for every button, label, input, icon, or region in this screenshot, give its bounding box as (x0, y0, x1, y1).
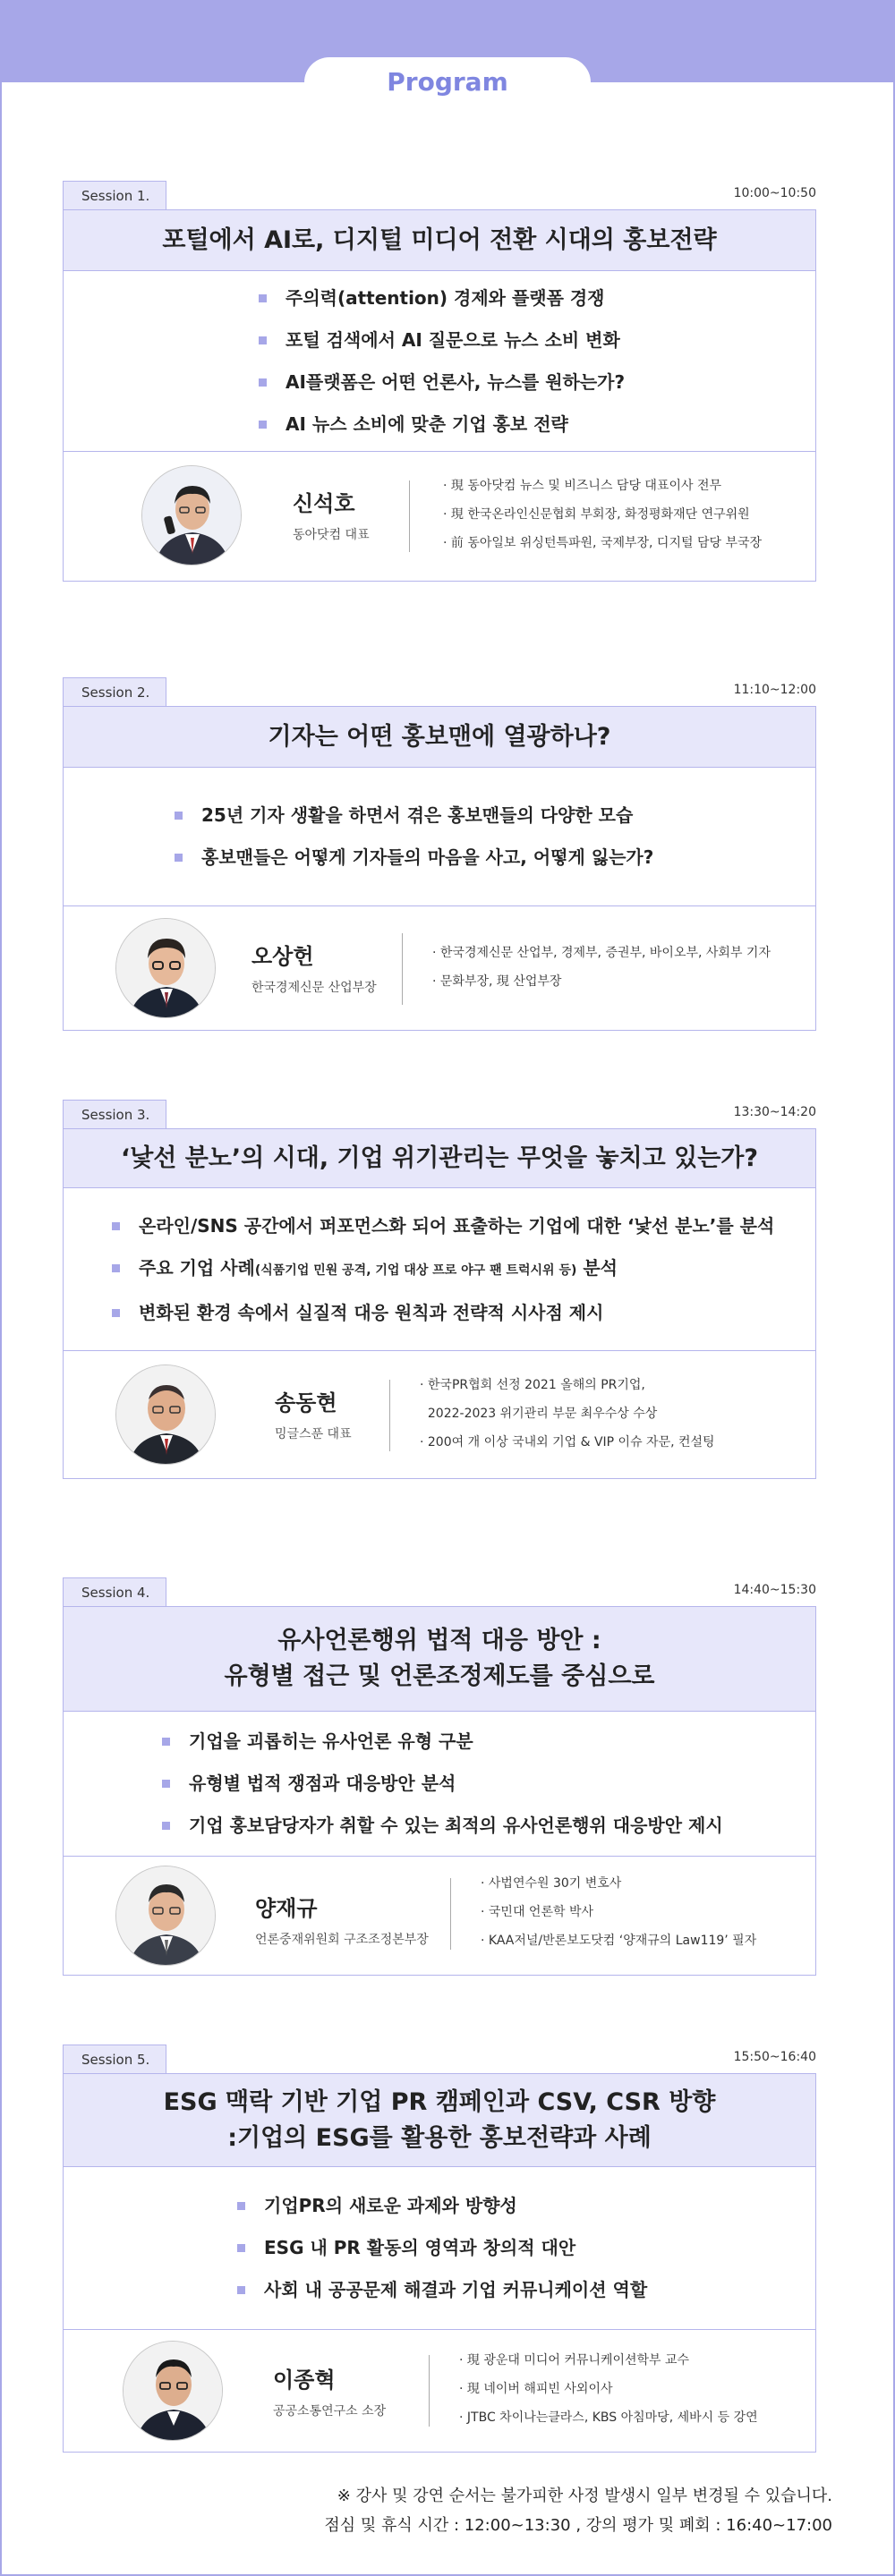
speaker-role: 밍글스푼 대표 (275, 1427, 352, 1441)
session-title (64, 210, 815, 271)
topic-item: 변화된 환경 속에서 실질적 대응 원칙과 전략적 시사점 제시 (139, 1292, 815, 1334)
speaker-bio: · 사법연수원 30기 변호사 · 국민대 언론학 박사 · KAA저널/반론보도닷컴 ‘양재규의 Law119’ 필자 (481, 1876, 757, 1948)
speaker-photo (115, 918, 216, 1018)
session-label: Session 3. (63, 1100, 166, 1128)
bullet-square-icon (259, 421, 267, 429)
bullet-square-icon (237, 2286, 245, 2294)
topic-list (64, 1188, 815, 1351)
topic-item: 주의력(attention) 경제와 플랫폼 경쟁 (286, 277, 815, 319)
bullet-square-icon (112, 1222, 120, 1230)
session-time: 14:40~15:30 (733, 1583, 816, 1597)
topic-item: 기업PR의 새로운 과제와 방향성 (264, 2185, 815, 2227)
bullet-square-icon (112, 1309, 120, 1317)
session-5 (63, 2045, 816, 2456)
session-time: 15:50~16:40 (733, 2050, 816, 2064)
speaker-role: 동아닷컴 대표 (293, 528, 370, 542)
speaker-photo (115, 1866, 216, 1966)
bullet-square-icon (259, 336, 267, 344)
topic-item: ESG 내 PR 활동의 영역과 창의적 대안 (264, 2227, 815, 2269)
speaker-name: 송동현 (275, 1390, 337, 1416)
bullet-square-icon (175, 854, 183, 862)
speaker-card (64, 1857, 815, 1975)
speaker-card (64, 1351, 815, 1478)
topic-item: 유형별 법적 쟁점과 대응방안 분석 (189, 1763, 815, 1805)
topic-item: 25년 기자 생활을 하면서 겪은 홍보맨들의 다양한 모습 (201, 795, 815, 837)
speaker-card (64, 452, 815, 581)
bullet-square-icon (259, 294, 267, 302)
session-title (64, 2074, 815, 2167)
session-2 (63, 677, 816, 1035)
speaker-card (64, 2330, 815, 2452)
bullet-square-icon (162, 1822, 170, 1830)
session-title (64, 1129, 815, 1188)
session-title-line: ESG 맥락 기반 기업 PR 캠페인과 CSV, CSR 방향 (163, 2087, 716, 2116)
bullet-square-icon (237, 2202, 245, 2210)
session-title-line: 포털에서 AI로, 디지털 미디어 전환 시대의 홍보전략 (162, 225, 717, 254)
topic-item: 주요 기업 사례(식품기업 민원 공격, 기업 대상 프로 야구 팬 트럭시위 등) 분석 (139, 1247, 815, 1292)
topic-list (64, 768, 815, 906)
session-box (63, 2073, 816, 2453)
session-label: Session 2. (63, 677, 166, 706)
session-1 (63, 181, 816, 610)
divider (429, 2355, 430, 2427)
speaker-bio: · 現 광운대 미디어 커뮤니케이션학부 교수 · 現 네이버 해피빈 사외이사 · JTBC 차이나는클라스, KBS 아침마당, 세바시 등 강연 (459, 2353, 758, 2425)
session-time: 10:00~10:50 (733, 186, 816, 200)
topic-item: AI플랫폼은 어떤 언론사, 뉴스를 원하는가? (286, 361, 815, 404)
speaker-bio: · 한국경제신문 산업부, 경제부, 증권부, 바이오부, 사회부 기자 · 문화부장, 現 산업부장 (432, 946, 771, 989)
speaker-name: 신석호 (293, 491, 355, 516)
topic-item: 기업 홍보담당자가 취할 수 있는 최적의 유사언론행위 대응방안 제시 (189, 1805, 815, 1847)
schedule-notice (324, 2481, 832, 2540)
session-time: 11:10~12:00 (733, 683, 816, 697)
speaker-photo (123, 2341, 223, 2441)
session-title (64, 1607, 815, 1712)
divider (389, 1380, 390, 1451)
bullet-square-icon (259, 378, 267, 387)
session-label: Session 4. (63, 1577, 166, 1606)
session-box (63, 1128, 816, 1479)
topic-item: 사회 내 공공문제 해결과 기업 커뮤니케이션 역할 (264, 2269, 815, 2311)
session-box (63, 1606, 816, 1976)
topic-list (64, 271, 815, 452)
session-title (64, 707, 815, 768)
divider (402, 933, 403, 1005)
topic-detail: (식품기업 민원 공격, 기업 대상 프로 야구 팬 트럭시위 등) (254, 1262, 577, 1278)
topic-item: 온라인/SNS 공간에서 퍼포먼스화 되어 표출하는 기업에 대한 ‘낯선 분노’를 분석 (139, 1205, 815, 1247)
speaker-photo (141, 465, 242, 565)
speaker-name: 이종혁 (273, 2368, 336, 2393)
topic-item: AI 뉴스 소비에 맞춘 기업 홍보 전략 (286, 404, 815, 446)
speaker-name: 오상헌 (251, 944, 314, 969)
divider (409, 480, 410, 552)
notice-line: 점심 및 휴식 시간 : 12:00~13:30 , 강의 평가 및 폐회 : 16:40~17:00 (324, 2516, 832, 2535)
speaker-role: 한국경제신문 산업부장 (251, 981, 377, 995)
session-4 (63, 1577, 816, 1980)
session-label: Session 1. (63, 181, 166, 209)
session-box (63, 209, 816, 582)
session-box (63, 706, 816, 1031)
topic-item: 포털 검색에서 AI 질문으로 뉴스 소비 변화 (286, 319, 815, 361)
speaker-bio: · 한국PR협회 선정 2021 올해의 PR기업, 2022-2023 위기관리 부문 최우수상 수상 · 200여 개 이상 국내외 기업 & VIP 이슈 자문, 컨설팅 (420, 1378, 715, 1450)
speaker-card (64, 906, 815, 1030)
session-title-line: 유사언론행위 법적 대응 방안 : (277, 1627, 601, 1654)
speaker-bio: · 現 동아닷컴 뉴스 및 비즈니스 담당 대표이사 전무 · 現 한국온라인신문협회 부회장, 화정평화재단 연구위원 · 前 동아일보 위싱턴특파원, 국제부장, 디지털 담당 부국장 (443, 479, 763, 550)
bullet-square-icon (162, 1738, 170, 1746)
divider (450, 1878, 451, 1950)
session-title-line: :기업의 ESG를 활용한 홍보전략과 사례 (227, 2123, 652, 2152)
program-heading: Program (304, 57, 591, 113)
bullet-square-icon (175, 812, 183, 820)
session-title-line: ‘낯선 분노’의 시대, 기업 위기관리는 무엇을 놓치고 있는가? (120, 1143, 759, 1172)
topic-item: 홍보맨들은 어떻게 기자들의 마음을 사고, 어떻게 잃는가? (201, 837, 815, 879)
speaker-role: 공공소통연구소 소장 (273, 2404, 387, 2419)
bullet-square-icon (237, 2244, 245, 2252)
notice-line: ※ 강사 및 강연 순서는 불가피한 사정 발생시 일부 변경될 수 있습니다. (337, 2487, 832, 2505)
session-time: 13:30~14:20 (733, 1105, 816, 1119)
speaker-photo (115, 1365, 216, 1465)
bullet-square-icon (162, 1780, 170, 1788)
topic-list (64, 1712, 815, 1857)
speaker-name: 양재규 (255, 1896, 318, 1921)
session-title-line: 기자는 어떤 홍보맨에 열광하나? (268, 722, 611, 751)
topic-list (64, 2167, 815, 2330)
session-title-line: 유형별 접근 및 언론조정제도를 중심으로 (224, 1662, 655, 1690)
bullet-square-icon (112, 1264, 120, 1272)
session-label: Session 5. (63, 2045, 166, 2073)
session-3 (63, 1100, 816, 1511)
speaker-role: 언론중재위원회 구조조정본부장 (255, 1933, 429, 1947)
topic-item: 기업을 괴롭히는 유사언론 유형 구분 (189, 1721, 815, 1763)
